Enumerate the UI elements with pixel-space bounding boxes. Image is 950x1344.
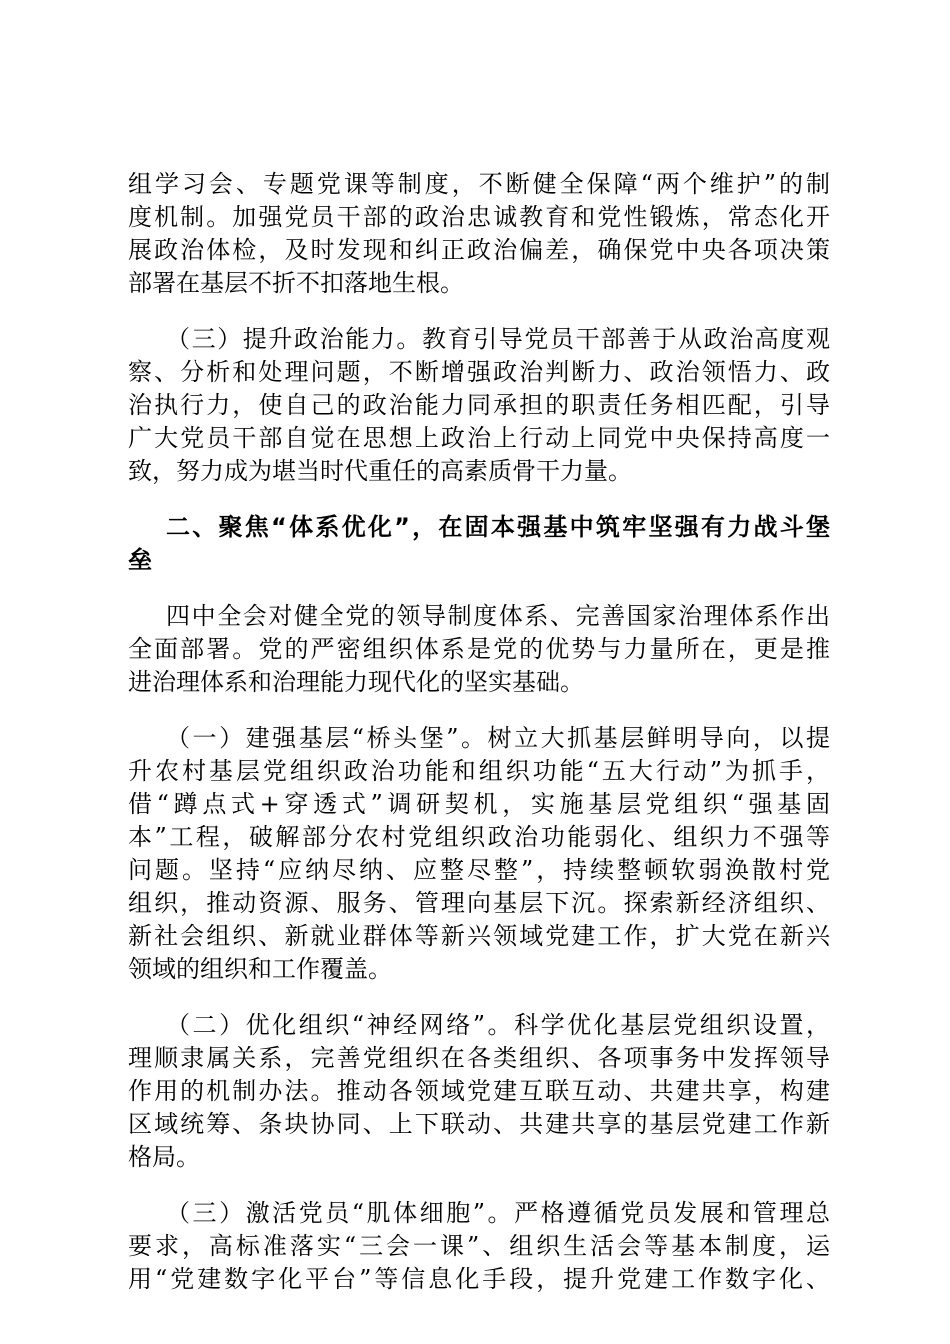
text-line: 要求，高标准落实“三会一课”、组织生活会等基本制度，运	[128, 1232, 830, 1260]
text-line: （二）优化组织“神经网络”。科学优化基层党组织设置，	[166, 1011, 830, 1039]
text-line: 借“蹲点式+穿透式”调研契机，实施基层党组织“强基固	[128, 790, 830, 818]
text-line: 展政治体检，及时发现和纠正政治偏差，确保党中央各项决策	[128, 236, 830, 264]
text-line: （三）提升政治能力。教育引导党员干部善于从政治高度观	[166, 325, 830, 353]
paragraph-item-three	[128, 1197, 830, 1296]
text-line: 广大党员干部自觉在思想上政治上行动上同党中央保持高度一	[128, 424, 830, 452]
text-line: 用“党建数字化平台”等信息化手段，提升党建工作数字化、	[128, 1265, 830, 1293]
text-line: 本”工程，破解部分农村党组织政治功能弱化、组织力不强等	[128, 823, 830, 851]
text-line: 组学习会、专题党课等制度，不断健全保障“两个维护”的制	[128, 170, 830, 198]
text-line: 区域统筹、条块协同、上下联动、共建共享的基层党建工作新	[128, 1110, 830, 1138]
paragraph-item-one	[128, 722, 830, 986]
text-line: （三）激活党员“肌体细胞”。严格遵循党员发展和管理总	[166, 1199, 830, 1227]
text-line: 格局。	[128, 1143, 200, 1171]
paragraph-section-three	[128, 323, 830, 488]
paragraph-intro	[128, 600, 830, 699]
text-line: 四中全会对健全党的领导制度体系、完善国家治理体系作出	[166, 602, 830, 630]
text-line: 进治理体系和治理能力现代化的坚实基础。	[128, 668, 584, 696]
heading-line: 垒	[128, 546, 152, 574]
text-line: 察、分析和处理问题，不断增强政治判断力、政治领悟力、政	[128, 358, 830, 386]
text-line: 度机制。加强党员干部的政治忠诚教育和党性锻炼，常态化开	[128, 203, 830, 231]
document-page	[128, 168, 830, 1319]
text-line: 组织，推动资源、服务、管理向基层下沉。探索新经济组织、	[128, 889, 830, 917]
text-line: 作用的机制办法。推动各领域党建互联互动、共建共享，构建	[128, 1077, 830, 1105]
text-line: 新社会组织、新就业群体等新兴领域党建工作，扩大党在新兴	[128, 922, 830, 950]
text-line: 治执行力，使自己的政治能力同承担的职责任务相匹配，引导	[128, 391, 830, 419]
heading-line: 二、聚焦“体系优化”，在固本强基中筑牢坚强有力战斗堡	[166, 513, 830, 541]
text-line: （一）建强基层“桥头堡”。树立大抓基层鲜明导向，以提	[166, 724, 830, 752]
paragraph-para-0	[128, 168, 830, 300]
text-line: 致，努力成为堪当时代重任的高素质骨干力量。	[128, 457, 632, 485]
text-line: 部署在基层不折不扣落地生根。	[128, 269, 464, 297]
text-line: 领域的组织和工作覆盖。	[128, 955, 392, 983]
text-line: 全面部署。党的严密组织体系是党的优势与力量所在，更是推	[128, 635, 830, 663]
paragraph-item-two	[128, 1009, 830, 1174]
text-line: 问题。坚持“应纳尽纳、应整尽整”，持续整顿软弱涣散村党	[128, 856, 830, 884]
text-line: 升农村基层党组织政治功能和组织功能“五大行动”为抓手，	[128, 757, 830, 785]
text-line: 理顺隶属关系，完善党组织在各类组织、各项事务中发挥领导	[128, 1044, 830, 1072]
section-heading	[128, 511, 830, 577]
